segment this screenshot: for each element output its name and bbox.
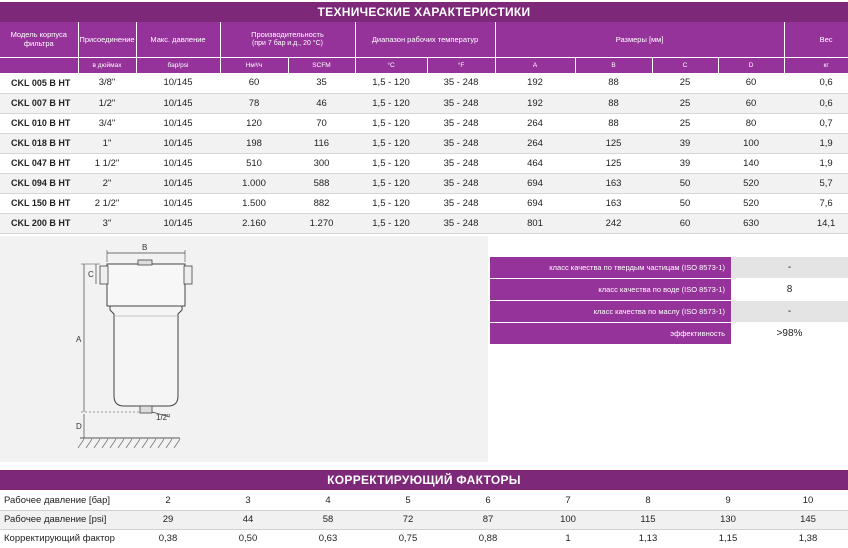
correction-row: [0, 491, 848, 510]
unit-pressure: бар/psi: [136, 57, 220, 73]
cell-pressure: 10/145: [136, 73, 220, 93]
header-dimensions: Размеры [мм]: [495, 22, 784, 57]
unit-d: D: [718, 57, 784, 73]
cell-c: 25: [652, 93, 718, 113]
cell-pressure: 10/145: [136, 173, 220, 193]
correction-value: 0,63: [288, 529, 368, 548]
filter-diagram: [0, 236, 488, 462]
cell-tc: 1,5 - 120: [355, 93, 427, 113]
correction-value: 5: [368, 491, 448, 510]
port-left: [100, 266, 108, 284]
cell-tc: 1,5 - 120: [355, 113, 427, 133]
spec-title: ТЕХНИЧЕСКИЕ ХАРАКТЕРИСТИКИ: [0, 2, 848, 22]
unit-scfm: SCFM: [288, 57, 355, 73]
cell-tf: 35 - 248: [427, 73, 495, 93]
cell-a: 192: [495, 93, 575, 113]
cell-kg: 5,7: [784, 173, 848, 193]
cell-nm3h: 60: [220, 73, 288, 93]
cell-tc: 1,5 - 120: [355, 153, 427, 173]
spec-table: [0, 22, 848, 234]
cell-c: 25: [652, 113, 718, 133]
cell-scfm: 46: [288, 93, 355, 113]
correction-value: 0,38: [128, 529, 208, 548]
cell-pressure: 10/145: [136, 93, 220, 113]
cell-a: 264: [495, 133, 575, 153]
header-model: Модель корпуса фильтра: [0, 22, 78, 57]
head-cap: [138, 260, 152, 265]
quality-row: [490, 257, 848, 278]
quality-row: [490, 323, 848, 344]
cell-c: 50: [652, 193, 718, 213]
cell-scfm: 70: [288, 113, 355, 133]
cell-model: CKL 150 B HT: [0, 193, 78, 213]
cell-kg: 14,1: [784, 213, 848, 233]
correction-value: 72: [368, 510, 448, 529]
cell-b: 88: [575, 73, 652, 93]
cell-tc: 1,5 - 120: [355, 73, 427, 93]
correction-value: 3: [208, 491, 288, 510]
cell-c: 39: [652, 153, 718, 173]
cell-d: 520: [718, 193, 784, 213]
cell-model: CKL 005 B HT: [0, 73, 78, 93]
cell-nm3h: 1.500: [220, 193, 288, 213]
cell-scfm: 35: [288, 73, 355, 93]
quality-label: класс качества по твердым частицам (ISO 8573-1): [490, 257, 731, 278]
cell-nm3h: 78: [220, 93, 288, 113]
cell-d: 140: [718, 153, 784, 173]
unit-fahrenheit: °F: [427, 57, 495, 73]
drain-valve: [140, 406, 152, 413]
cell-pressure: 10/145: [136, 113, 220, 133]
correction-value: 0,50: [208, 529, 288, 548]
cell-a: 464: [495, 153, 575, 173]
cell-conn: 1": [78, 133, 136, 153]
cell-tf: 35 - 248: [427, 213, 495, 233]
port-right: [184, 266, 192, 284]
cell-tf: 35 - 248: [427, 133, 495, 153]
cell-c: 50: [652, 173, 718, 193]
correction-value: 2: [128, 491, 208, 510]
cell-a: 694: [495, 173, 575, 193]
cell-tf: 35 - 248: [427, 173, 495, 193]
cell-c: 39: [652, 133, 718, 153]
unit-b: B: [575, 57, 652, 73]
correction-label: Рабочее давление [psi]: [0, 510, 128, 529]
correction-value: 1: [528, 529, 608, 548]
cell-b: 242: [575, 213, 652, 233]
correction-table: [0, 491, 848, 548]
cell-d: 630: [718, 213, 784, 233]
cell-tf: 35 - 248: [427, 113, 495, 133]
quality-value: -: [731, 301, 848, 322]
correction-value: 145: [768, 510, 848, 529]
correction-label: Рабочее давление [бар]: [0, 491, 128, 510]
unit-a: A: [495, 57, 575, 73]
correction-value: 87: [448, 510, 528, 529]
quality-label: эффективность: [490, 323, 731, 344]
cell-a: 264: [495, 113, 575, 133]
cell-kg: 0,6: [784, 93, 848, 113]
unit-connection: в дюймах: [78, 57, 136, 73]
cell-nm3h: 1.000: [220, 173, 288, 193]
table-row: [0, 133, 848, 153]
correction-value: 4: [288, 491, 368, 510]
unit-kg: кг: [784, 57, 848, 73]
table-row: [0, 153, 848, 173]
dim-b-label: B: [142, 243, 148, 252]
dim-d-label: D: [76, 422, 82, 431]
header-max-pressure: Макс. давление: [136, 22, 220, 57]
cell-b: 163: [575, 173, 652, 193]
cell-conn: 2 1/2": [78, 193, 136, 213]
table-row: [0, 93, 848, 113]
cell-tc: 1,5 - 120: [355, 213, 427, 233]
dim-a-label: A: [76, 335, 82, 344]
cell-a: 801: [495, 213, 575, 233]
quality-block: [490, 257, 848, 345]
cell-pressure: 10/145: [136, 193, 220, 213]
quality-value: >98%: [731, 323, 848, 344]
header-weight: Вес: [784, 22, 848, 57]
cell-scfm: 1.270: [288, 213, 355, 233]
correction-label: Корректирующий фактор: [0, 529, 128, 548]
cell-conn: 1/2": [78, 93, 136, 113]
cell-b: 125: [575, 133, 652, 153]
correction-value: 10: [768, 491, 848, 510]
correction-value: 29: [128, 510, 208, 529]
cell-model: CKL 200 B HT: [0, 213, 78, 233]
cell-kg: 1,9: [784, 133, 848, 153]
header-connection: Присоединение: [78, 22, 136, 57]
cell-c: 25: [652, 73, 718, 93]
cell-kg: 1,9: [784, 153, 848, 173]
header-capacity-note: (при 7 бар и.д., 20 °C): [252, 40, 323, 48]
cell-b: 125: [575, 153, 652, 173]
cell-tf: 35 - 248: [427, 193, 495, 213]
correction-value: 115: [608, 510, 688, 529]
cell-scfm: 588: [288, 173, 355, 193]
table-row: [0, 213, 848, 233]
cell-nm3h: 120: [220, 113, 288, 133]
cell-d: 60: [718, 93, 784, 113]
cell-model: CKL 018 B HT: [0, 133, 78, 153]
cell-c: 60: [652, 213, 718, 233]
cell-conn: 2": [78, 173, 136, 193]
cell-tf: 35 - 248: [427, 153, 495, 173]
correction-row: [0, 510, 848, 529]
cell-scfm: 116: [288, 133, 355, 153]
quality-row: [490, 301, 848, 322]
cell-tf: 35 - 248: [427, 93, 495, 113]
quality-label: класс качества по маслу (ISO 8573-1): [490, 301, 731, 322]
quality-value: -: [731, 257, 848, 278]
correction-value: 6: [448, 491, 528, 510]
filter-drawing: [0, 236, 488, 462]
table-row: [0, 113, 848, 133]
table-row: [0, 173, 848, 193]
correction-title: КОРРЕКТИРУЮЩИЙ ФАКТОРЫ: [0, 470, 848, 490]
cell-conn: 3/4": [78, 113, 136, 133]
cell-nm3h: 2.160: [220, 213, 288, 233]
header-capacity-label: Производительность: [251, 30, 324, 40]
cell-conn: 1 1/2": [78, 153, 136, 173]
cell-d: 520: [718, 173, 784, 193]
cell-nm3h: 510: [220, 153, 288, 173]
cell-a: 694: [495, 193, 575, 213]
cell-scfm: 300: [288, 153, 355, 173]
cell-pressure: 10/145: [136, 133, 220, 153]
cell-scfm: 882: [288, 193, 355, 213]
cell-a: 192: [495, 73, 575, 93]
quality-label: класс качества по воде (ISO 8573-1): [490, 279, 731, 300]
cell-kg: 7,6: [784, 193, 848, 213]
correction-value: 100: [528, 510, 608, 529]
dim-c-label: C: [88, 270, 94, 279]
cell-nm3h: 198: [220, 133, 288, 153]
unit-model: [0, 57, 78, 73]
cell-model: CKL 007 B HT: [0, 93, 78, 113]
filter-head: [107, 264, 185, 306]
header-capacity: [220, 22, 355, 57]
table-row: [0, 73, 848, 93]
correction-value: 1,13: [608, 529, 688, 548]
correction-value: 1,15: [688, 529, 768, 548]
ground-hatch: [78, 439, 180, 448]
cell-model: CKL 047 B HT: [0, 153, 78, 173]
cell-b: 163: [575, 193, 652, 213]
cell-model: CKL 010 B HT: [0, 113, 78, 133]
correction-value: 1,38: [768, 529, 848, 548]
drain-label: 1/2": [156, 413, 170, 422]
unit-celsius: °C: [355, 57, 427, 73]
cell-pressure: 10/145: [136, 213, 220, 233]
filter-bowl: [110, 306, 182, 406]
cell-b: 88: [575, 113, 652, 133]
correction-value: 8: [608, 491, 688, 510]
correction-value: 0,88: [448, 529, 528, 548]
cell-d: 100: [718, 133, 784, 153]
table-row: [0, 193, 848, 213]
cell-kg: 0,7: [784, 113, 848, 133]
unit-nm3h: Нм³/ч: [220, 57, 288, 73]
cell-kg: 0,6: [784, 73, 848, 93]
correction-value: 0,75: [368, 529, 448, 548]
correction-value: 130: [688, 510, 768, 529]
correction-value: 7: [528, 491, 608, 510]
cell-tc: 1,5 - 120: [355, 173, 427, 193]
correction-row: [0, 529, 848, 548]
cell-conn: 3": [78, 213, 136, 233]
cell-tc: 1,5 - 120: [355, 193, 427, 213]
unit-c: C: [652, 57, 718, 73]
cell-model: CKL 094 B HT: [0, 173, 78, 193]
cell-d: 60: [718, 73, 784, 93]
quality-value: 8: [731, 279, 848, 300]
quality-row: [490, 279, 848, 300]
cell-d: 80: [718, 113, 784, 133]
cell-pressure: 10/145: [136, 153, 220, 173]
correction-value: 58: [288, 510, 368, 529]
cell-b: 88: [575, 93, 652, 113]
cell-tc: 1,5 - 120: [355, 133, 427, 153]
correction-value: 9: [688, 491, 768, 510]
correction-value: 44: [208, 510, 288, 529]
cell-conn: 3/8": [78, 73, 136, 93]
header-temp-range: Диапазон рабочих температур: [355, 22, 495, 57]
